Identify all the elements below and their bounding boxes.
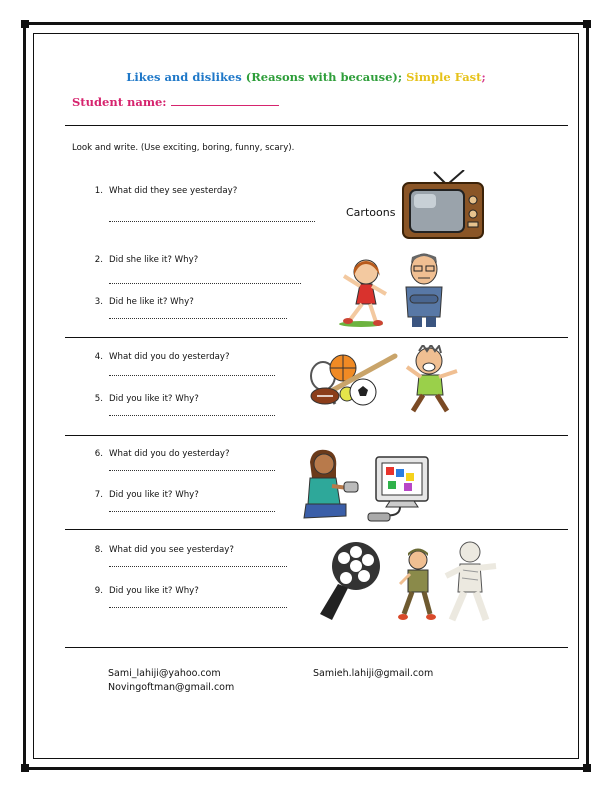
answer-line-7[interactable] <box>109 511 275 512</box>
video-game-girl-icon <box>302 448 360 522</box>
email-left-1: Sami_lahiji@yahoo.com <box>108 668 221 679</box>
worksheet-title <box>0 70 612 84</box>
instruction: Look and write. (Use exciting, boring, funny, scary). <box>72 143 295 153</box>
question-5: 5. Did you like it? Why? <box>94 394 199 404</box>
answer-example: Cartoons <box>346 206 396 219</box>
divider <box>65 647 568 648</box>
question-2: 2. Did she like it? Why? <box>94 255 199 265</box>
question-9: 9. Did you like it? Why? <box>94 586 199 596</box>
divider <box>65 435 568 436</box>
happy-girl-icon <box>336 256 394 328</box>
answer-line-6[interactable] <box>109 470 275 471</box>
question-7: 7. Did you like it? Why? <box>94 490 199 500</box>
title-part-3: Simple Fast <box>406 70 482 84</box>
excited-man-icon <box>405 345 461 415</box>
bored-man-icon <box>400 253 448 329</box>
title-part-1: Likes and dislikes <box>126 70 242 84</box>
question-8: 8. What did you see yesterday? <box>94 545 234 555</box>
answer-line-8[interactable] <box>109 566 287 567</box>
answer-line-4[interactable] <box>109 375 275 376</box>
email-left-2: Novingoftman@gmail.com <box>108 682 235 693</box>
divider <box>65 337 568 338</box>
question-1: 1. What did they see yesterday? <box>94 186 238 196</box>
divider <box>65 125 568 126</box>
divider <box>65 529 568 530</box>
student-name-label: Student name: <box>72 95 167 109</box>
email-right: Samieh.lahiji@gmail.com <box>313 668 434 679</box>
question-3: 3. Did he like it? Why? <box>94 297 194 307</box>
film-reel-icon <box>318 540 384 622</box>
mummy-icon <box>440 540 498 626</box>
student-name-field <box>72 95 279 109</box>
computer-icon <box>360 455 432 525</box>
question-6: 6. What did you do yesterday? <box>94 449 230 459</box>
question-4: 4. What did you do yesterday? <box>94 352 230 362</box>
title-part-2: (Reasons with because); <box>245 70 403 84</box>
answer-line-1[interactable] <box>109 221 315 222</box>
title-part-4: ; <box>481 70 486 84</box>
scared-boy-icon <box>398 548 436 624</box>
answer-line-2[interactable] <box>109 283 301 284</box>
answer-line-5[interactable] <box>109 415 275 416</box>
answer-line-9[interactable] <box>109 607 287 608</box>
student-name-line[interactable] <box>171 95 279 106</box>
sports-balls-icon <box>305 350 401 410</box>
tv-icon <box>402 170 486 240</box>
answer-line-3[interactable] <box>109 318 287 319</box>
